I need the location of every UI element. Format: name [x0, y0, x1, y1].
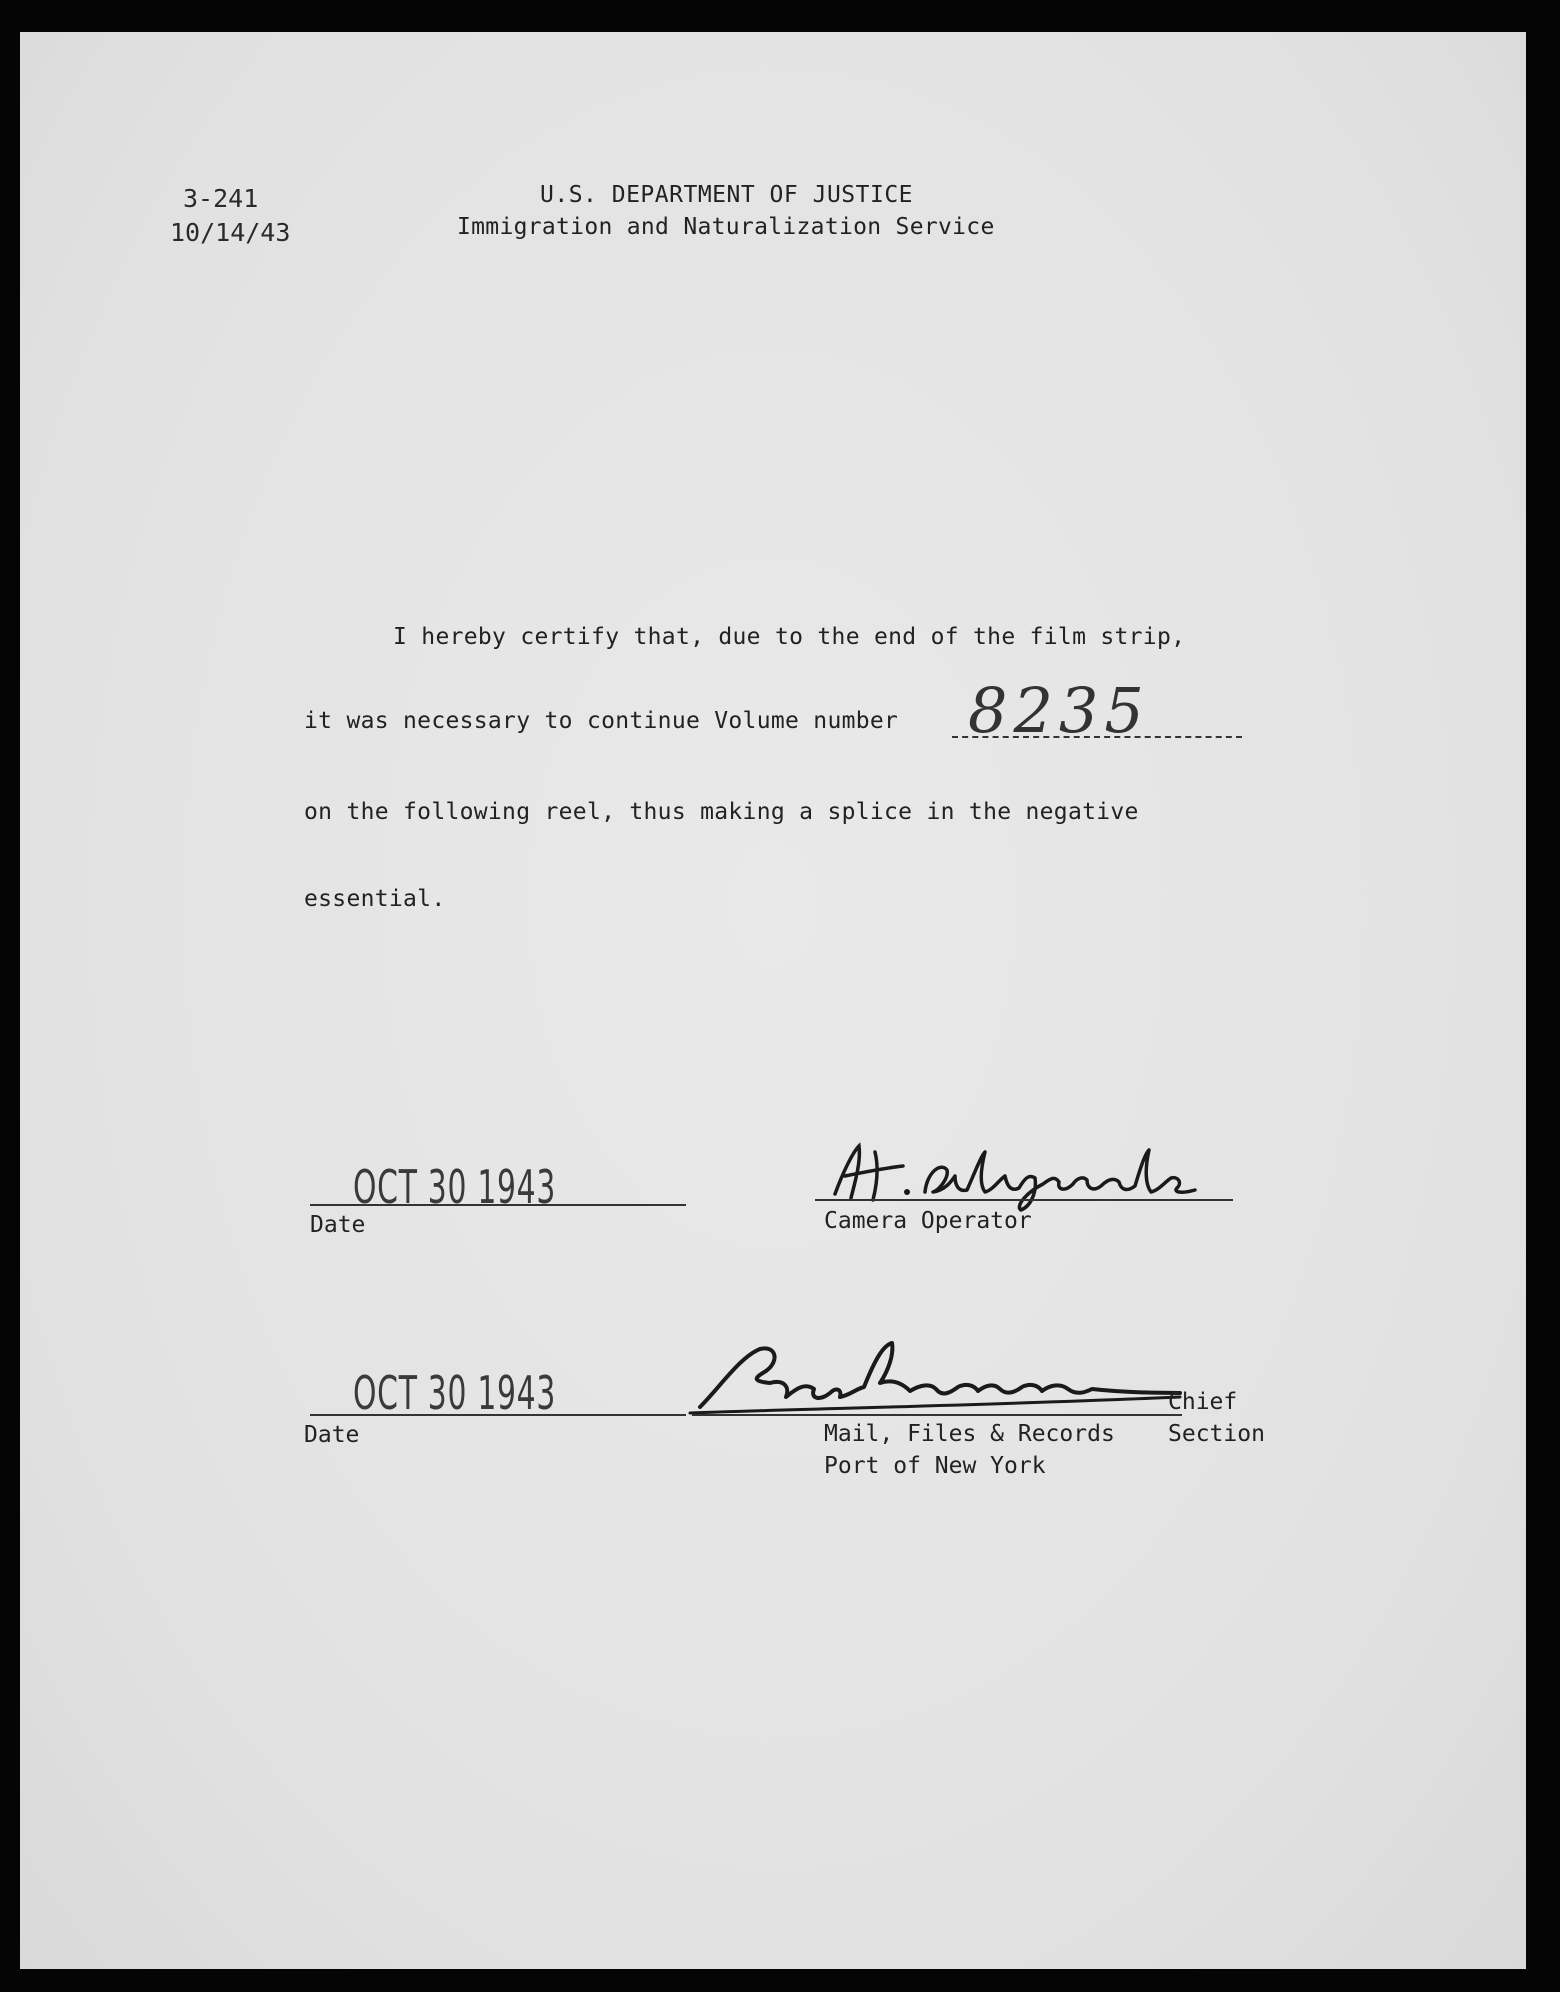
chief-label: Chief	[1168, 1389, 1238, 1415]
date-stamp-chief: OCT 30 1943	[353, 1366, 557, 1420]
certification-line-2: it was necessary to continue Volume number	[304, 708, 899, 734]
date-label-2: Date	[304, 1422, 360, 1448]
form-date: 10/14/43	[170, 218, 291, 247]
agency-heading: Immigration and Naturalization Service	[457, 214, 995, 240]
document-page	[20, 32, 1526, 1969]
camera-operator-label: Camera Operator	[824, 1208, 1032, 1234]
camera-operator-signature	[815, 1132, 1235, 1217]
date-rule-1	[310, 1204, 686, 1206]
date-rule-2	[310, 1414, 686, 1416]
section-label: Section	[1168, 1421, 1265, 1447]
mail-files-records-label: Mail, Files & Records	[824, 1421, 1115, 1447]
certification-line-3: on the following reel, thus making a splice in the negative	[304, 799, 1139, 825]
certification-line-1: I hereby certify that, due to the end of the film strip,	[393, 624, 1186, 650]
date-stamp-camera-operator: OCT 30 1943	[353, 1160, 557, 1214]
port-of-new-york-label: Port of New York	[824, 1453, 1046, 1479]
chief-signature	[680, 1327, 1200, 1432]
certification-line-4: essential.	[304, 886, 446, 912]
date-label-1: Date	[310, 1212, 366, 1238]
form-number: 3-241	[183, 184, 259, 213]
signature-rule-2	[692, 1414, 1182, 1416]
department-heading: U.S. DEPARTMENT OF JUSTICE	[540, 182, 914, 208]
volume-number-blank-line	[952, 736, 1242, 738]
volume-number-handwritten: 8235	[968, 674, 1150, 747]
signature-rule-1	[815, 1199, 1233, 1201]
